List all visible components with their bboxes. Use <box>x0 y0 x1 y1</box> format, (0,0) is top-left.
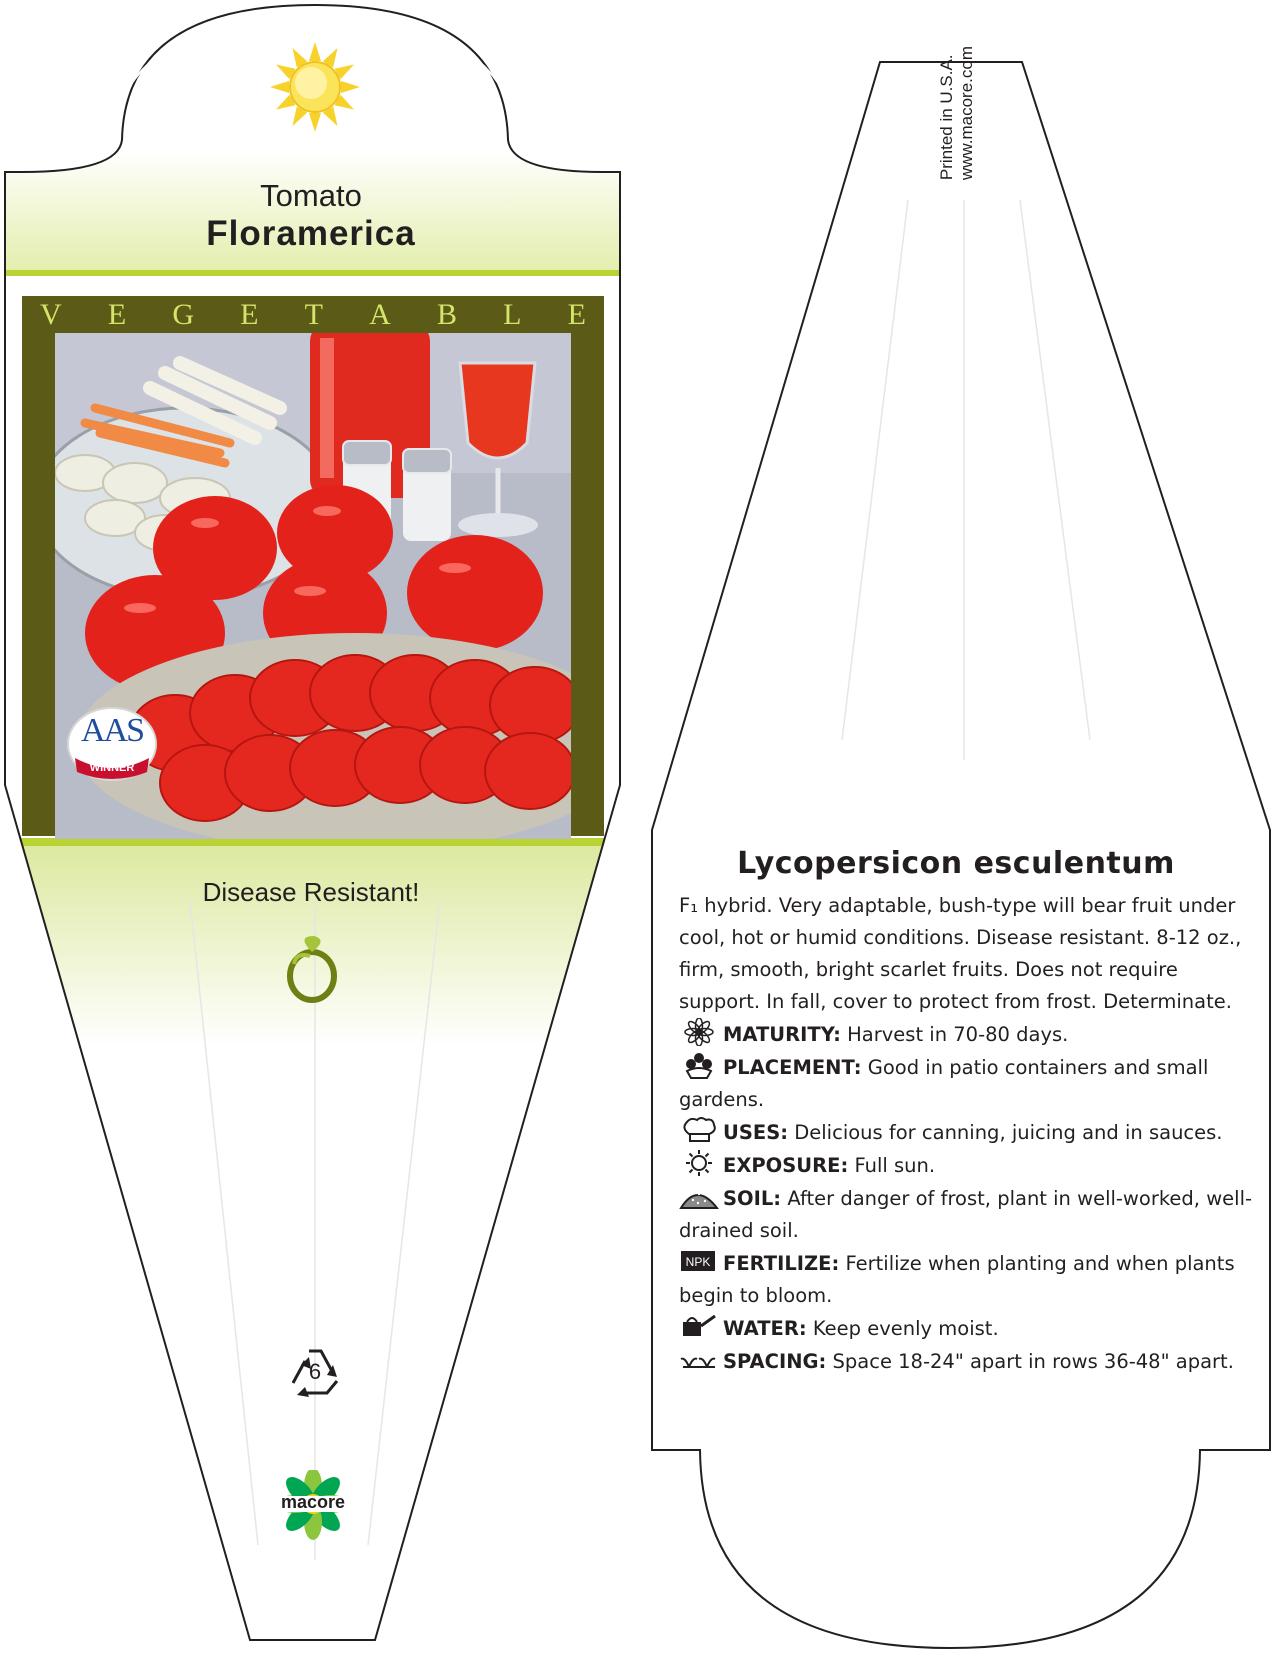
spec-text: Keep evenly moist. <box>812 1317 999 1340</box>
spec-placement <box>679 1051 1259 1116</box>
spec-label: MATURITY: <box>723 1023 841 1046</box>
spec-uses <box>679 1116 1259 1149</box>
common-name: Tomato <box>260 178 362 213</box>
category-label <box>40 298 586 332</box>
recycle-icon <box>287 1345 343 1402</box>
spec-label: FERTILIZE: <box>723 1252 840 1275</box>
spec-maturity <box>679 1018 1259 1051</box>
maturity-flower-icon <box>679 1018 719 1046</box>
category-letter: T <box>304 298 323 331</box>
placement-flowers-icon <box>679 1051 719 1079</box>
npk-icon <box>679 1247 719 1275</box>
spec-text: Fertilize when planting and when plants begin to bloom. <box>679 1252 1235 1307</box>
seedling-icon <box>284 934 340 1004</box>
printed-info <box>937 46 977 180</box>
variety-name: Floramerica <box>206 214 416 253</box>
category-letter: E <box>567 298 586 331</box>
spec-text: Space 18-24" apart in rows 36-48" apart. <box>832 1350 1234 1373</box>
aas-winner-badge <box>67 706 157 786</box>
spec-spacing <box>679 1345 1259 1378</box>
spec-text: Good in patio containers and small gardens. <box>679 1056 1209 1111</box>
svg-text:NPK: NPK <box>685 1255 711 1269</box>
category-letter: E <box>107 298 127 331</box>
recycle-code: 6 <box>308 1359 322 1384</box>
category-letter: A <box>369 298 391 331</box>
spec-text: Harvest in 70-80 days. <box>847 1023 1069 1046</box>
product-photo <box>55 333 571 839</box>
description: F₁ hybrid. Very adaptable, bush-type will bear fruit under cool, hot or humid conditions. Disease resistant. 8-12 oz., firm, smooth, bright scarlet fruits. Does not require support. In fall, cover to protect from frost. Determinate. <box>679 894 1242 1013</box>
soil-mound-icon <box>679 1182 719 1210</box>
spec-label: USES: <box>723 1121 789 1144</box>
spec-text: After danger of frost, plant in well-worked, well-drained soil. <box>679 1187 1253 1242</box>
sun-icon <box>268 40 362 134</box>
brand-logo <box>258 1470 368 1547</box>
watering-can-icon <box>679 1312 719 1340</box>
website: www.macore.com <box>957 46 976 181</box>
category-letter: E <box>240 298 259 331</box>
category-letter: V <box>40 298 62 331</box>
spec-exposure <box>679 1149 1259 1182</box>
spec-label: SPACING: <box>723 1350 827 1373</box>
spacing-seedlings-icon <box>679 1345 719 1373</box>
aas-badge-subtitle: WINNER <box>89 762 135 774</box>
printed-line: Printed in U.S.A. <box>937 54 956 181</box>
spec-text: Full sun. <box>854 1154 936 1177</box>
aas-badge-title: AAS <box>80 712 144 749</box>
spec-fertilize <box>679 1247 1259 1312</box>
category-letter: B <box>436 298 457 331</box>
spec-text: Delicious for canning, juicing and in sauces. <box>794 1121 1223 1144</box>
sun-exposure-icon <box>679 1149 719 1177</box>
spec-label: SOIL: <box>723 1187 782 1210</box>
spec-label: EXPOSURE: <box>723 1154 849 1177</box>
spec-water <box>679 1312 1259 1345</box>
category-letter: G <box>172 298 194 331</box>
spec-soil <box>679 1182 1259 1247</box>
tagline: Disease Resistant! <box>202 877 420 907</box>
spec-label: WATER: <box>723 1317 807 1340</box>
description-block <box>679 890 1259 1378</box>
category-letter: L <box>503 298 522 331</box>
spec-label: PLACEMENT: <box>723 1056 862 1079</box>
botanical-name: Lycopersicon esculentum <box>737 846 1175 881</box>
brand-name: macore <box>280 1492 346 1512</box>
chef-hat-icon <box>679 1116 719 1144</box>
